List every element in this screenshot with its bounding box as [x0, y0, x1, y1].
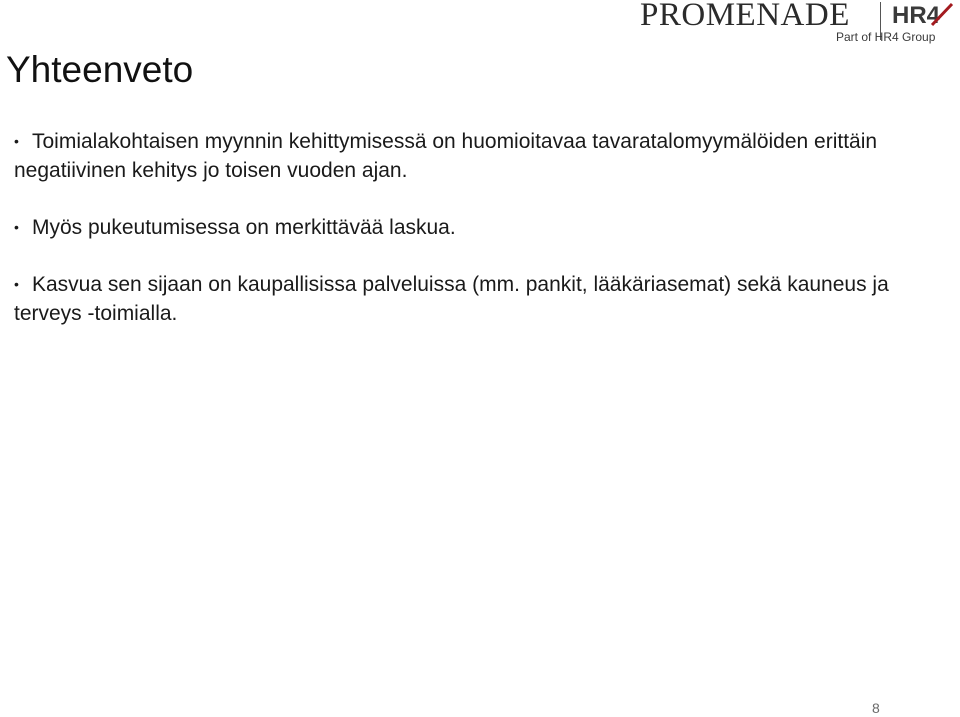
bullet-item: [14, 270, 944, 328]
bullet-marker: •: [14, 133, 19, 149]
bullet-text: Toimialakohtaisen myynnin kehittymisessä on huomioitavaa tavaratalomyymälöiden erittäin negatiivinen kehitys jo toisen vuoden ajan.: [14, 130, 878, 182]
bullet-item: [14, 213, 944, 242]
bullet-list: [14, 127, 944, 356]
hr4-logo-icon: [892, 0, 954, 28]
page-number: 8: [872, 700, 880, 716]
slide-title: Yhteenveto: [6, 49, 194, 90]
bullet-marker: •: [14, 219, 19, 235]
bullet-item: [14, 127, 944, 185]
promenade-logo: [640, 0, 950, 48]
logo-subtitle: Part of HR4 Group: [836, 30, 936, 44]
bullet-text: Myös pukeutumisessa on merkittävää laskua.: [32, 216, 456, 239]
logo-mark-text: HR4: [892, 2, 941, 28]
logo-wordmark: PROMENADE: [640, 0, 850, 33]
bullet-text: Kasvua sen sijaan on kaupallisissa palveluissa (mm. pankit, lääkäriasemat) sekä kauneus ja terveys -toimialla.: [14, 273, 889, 325]
bullet-marker: •: [14, 276, 19, 292]
